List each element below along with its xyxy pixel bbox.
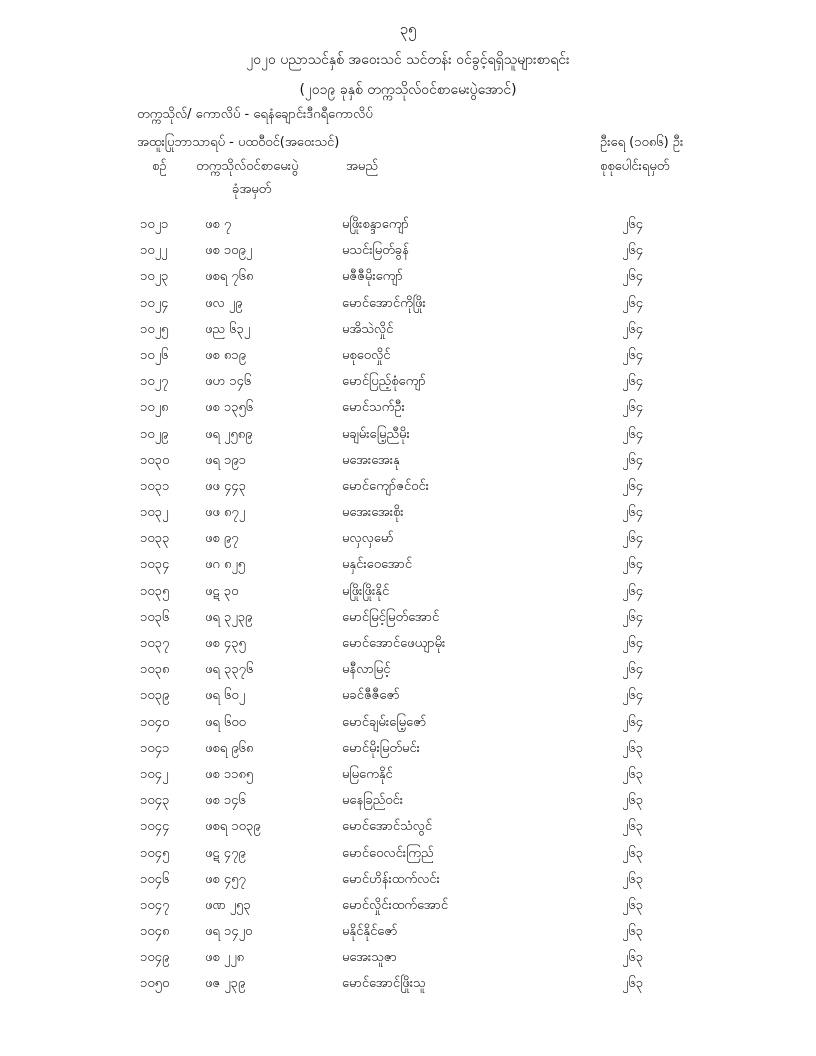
student-name: မောင်ဟိန်းထက်လင်း	[342, 871, 440, 887]
row-number: ၁၀၂၅	[140, 321, 169, 337]
total-score: ၂၆၄	[622, 609, 644, 625]
total-score: ၂၆၄	[622, 374, 644, 390]
roll-number: ဖဋ ၃၀	[205, 583, 239, 599]
table-row	[0, 605, 816, 631]
row-number: ၁၀၃၄	[140, 557, 170, 573]
table-row	[0, 814, 816, 840]
student-name: မအိသဲလှိုင်	[342, 321, 394, 337]
table-row	[0, 919, 816, 945]
table-row	[0, 291, 816, 317]
total-score: ၂၆၄	[622, 636, 644, 651]
student-name: မောင်အောင်ဖြိုးသူ	[342, 976, 426, 992]
table-row	[0, 657, 816, 683]
student-name: မခင်ဇီဇီဇော်	[342, 688, 400, 704]
row-number: ၁၀၄၇	[140, 897, 170, 913]
student-name: မောင်ချမ်းမြေ့ဇော်	[342, 714, 427, 730]
student-name: မောင်ကျော်ဇင်ဝင်း	[342, 478, 429, 494]
row-number: ၁၀၄၆	[140, 871, 170, 887]
table-row	[0, 579, 816, 605]
total-score: ၂၆၃	[622, 740, 644, 756]
student-name: မလှလှမော်	[342, 531, 394, 547]
row-number: ၁၀၂၉	[140, 426, 169, 442]
total-score: ၂၆၄	[622, 557, 644, 573]
total-score: ၂၆၄	[622, 714, 644, 730]
roll-number: ဖစ ၄၅၇	[205, 871, 246, 887]
total-score: ၂၆၄	[622, 269, 644, 285]
student-name: မောင်အောင်ကိုဖြိုး	[342, 295, 426, 311]
total-score: ၂၆၄	[622, 217, 644, 232]
column-header-no: စဉ်	[152, 159, 167, 174]
table-row	[0, 683, 816, 709]
table-row	[0, 893, 816, 919]
roll-number: ဖရ ၆၀၀	[205, 714, 246, 730]
roll-number: ဖရ ၁၉၁	[205, 452, 246, 468]
row-number: ၁၀၂၁	[140, 217, 169, 232]
row-number: ၁၀၃၈	[140, 662, 170, 678]
row-number: ၁၀၂၇	[140, 374, 169, 390]
roll-number: ဖဇ ၂၃၉	[205, 976, 246, 992]
student-name: မနေခြည်ဝင်း	[342, 793, 404, 809]
table-row	[0, 945, 816, 971]
row-number: ၁၀၃၆	[140, 609, 170, 625]
row-number: ၁၀၄၂	[140, 766, 169, 782]
roll-number: ဖစရ ၁၀၃၉	[205, 819, 261, 835]
roll-number: ဖစ ၄၃၅	[205, 636, 246, 651]
table-row	[0, 448, 816, 474]
table-row	[0, 369, 816, 395]
row-number: ၁၀၄၁	[140, 740, 170, 756]
total-score: ၂၆၄	[622, 688, 644, 704]
roll-number: ဖဟ ၁၄၆	[205, 374, 252, 390]
table-row	[0, 762, 816, 788]
total-score: ၂၆၄	[622, 505, 644, 521]
row-number: ၁၀၅၀	[140, 976, 170, 992]
table-row	[0, 343, 816, 369]
roll-number: ဖရ ၆၀၂	[205, 688, 246, 704]
total-score: ၂၆၃	[622, 950, 644, 966]
table-row	[0, 238, 816, 264]
student-name: မအေးအေးစိုး	[342, 505, 404, 521]
total-score: ၂၆၃	[622, 793, 644, 809]
subject-line: အထူးပြုဘာသာရပ် - ပထဝီဝင်(အဝေးသင်)	[137, 135, 340, 150]
row-number: ၁၀၄၄	[140, 819, 170, 835]
row-number: ၁၀၃၅	[140, 583, 170, 599]
column-header-roll: တက္ကသိုလ်ဝင်စာမေးပွဲ	[196, 159, 299, 174]
total-score: ၂၆၄	[622, 295, 644, 311]
roll-number: ဖရ ၃၃၇၆	[205, 662, 254, 678]
table-row	[0, 736, 816, 762]
table-row	[0, 526, 816, 552]
table-row	[0, 317, 816, 343]
roll-number: ဖဂ ၈၂၅	[205, 557, 246, 573]
table-row	[0, 212, 816, 238]
table-row	[0, 422, 816, 448]
student-name: မောင်မြင့်မြတ်အောင်	[342, 609, 440, 625]
row-number: ၁၀၃၇	[140, 636, 170, 651]
roll-number: ဖည ၆၃၂	[205, 321, 251, 337]
student-name: မောင်လှိုင်းထက်အောင်	[342, 897, 449, 913]
table-row	[0, 867, 816, 893]
total-score: ၂၆၃	[622, 924, 644, 940]
student-name: မနှင်းဝေအောင်	[342, 557, 413, 573]
roll-number: ဖစ ၂၂၈	[205, 950, 245, 966]
roll-number: ဖစ ၈၁၉	[205, 347, 246, 363]
student-name: မနိုင်နိုင်ဇော်	[342, 924, 398, 940]
student-name: မောင်အောင်သံလွင်	[342, 819, 433, 835]
results-table	[0, 212, 816, 998]
table-row	[0, 971, 816, 997]
table-row	[0, 474, 816, 500]
table-row	[0, 500, 816, 526]
roll-number: ဖစ ၉၇	[205, 531, 239, 547]
document-title: ၂၀၂၀ ပညာသင်နှစ် အဝေးသင် သင်တန်း ဝင်ခွင့်ရရှိသူများစာရင်း	[246, 52, 570, 68]
total-count: ဦးရေ (၁၀၈၆) ဦး	[600, 135, 684, 150]
total-score: ၂၆၄	[622, 478, 644, 494]
total-score: ၂၆၃	[622, 766, 644, 782]
total-score: ၂၆၄	[622, 583, 644, 599]
row-number: ၁၀၄၀	[140, 714, 170, 730]
column-header-roll-2: ခုံအမှတ်	[232, 182, 272, 197]
total-score: ၂၆၃	[622, 819, 644, 835]
column-header-score: စုစုပေါင်းရမှတ်	[600, 159, 670, 174]
roll-number: ဖဖ ၈၇၂	[205, 505, 246, 521]
table-row	[0, 552, 816, 578]
total-score: ၂၆၄	[622, 321, 644, 337]
student-name: မသင်းမြတ်ခွန်	[342, 243, 409, 259]
roll-number: ဖစ ၁၃၅၆	[205, 400, 254, 416]
table-row	[0, 788, 816, 814]
row-number: ၁၀၄၃	[140, 793, 170, 809]
student-name: မဖြိုးဖြိုးနိုင်	[342, 583, 390, 599]
row-number: ၁၀၃၀	[140, 452, 170, 468]
student-name: မောင်အောင်ဖေယျာမိုး	[342, 636, 446, 651]
table-row	[0, 264, 816, 290]
total-score: ၂၆၃	[622, 897, 644, 913]
total-score: ၂၆၄	[622, 243, 644, 259]
student-name: မအေးအေးနု	[342, 452, 400, 468]
student-name: မောင်ပြည့်စုံကျော်	[342, 374, 426, 390]
student-name: မဇီဇီမိုးကျော်	[342, 269, 403, 285]
total-score: ၂၆၄	[622, 531, 644, 547]
student-name: မမြကေနိုင်	[342, 766, 393, 782]
total-score: ၂၆၄	[622, 662, 644, 678]
total-score: ၂၆၃	[622, 871, 644, 887]
student-name: မဖြိုးစန္ဒာကျော်	[342, 217, 409, 232]
roll-number: ဖရ ၃၂၃၉	[205, 609, 253, 625]
row-number: ၁၀၃၉	[140, 688, 170, 704]
total-score: ၂၆၄	[622, 347, 644, 363]
roll-number: ဖစ ၇	[205, 217, 232, 232]
roll-number: ဖစ ၁၀၉၂	[205, 243, 253, 259]
university-line: တက္ကသိုလ်/ ကောလိပ် - ရေနံချောင်းဒီဂရီကောလိပ်	[137, 107, 373, 122]
table-row	[0, 710, 816, 736]
row-number: ၁၀၂၃	[140, 269, 169, 285]
roll-number: ဖရ ၁၄၂၀	[205, 924, 253, 940]
total-score: ၂၆၄	[622, 452, 644, 468]
table-row	[0, 841, 816, 867]
student-name: မအေးသူဇာ	[342, 950, 397, 966]
total-score: ၂၆၄	[622, 426, 644, 442]
roll-number: ဖရ ၂၅၈၉	[205, 426, 253, 442]
row-number: ၁၀၄၅	[140, 845, 170, 861]
document-subtitle: (၂၀၁၉ ခုနှစ် တက္ကသိုလ်ဝင်စာမေးပွဲအောင်)	[299, 82, 517, 98]
row-number: ၁၀၂၆	[140, 347, 169, 363]
roll-number: ဖဖ ၄၄၃	[205, 478, 246, 494]
table-row	[0, 395, 816, 421]
total-score: ၂၆၃	[622, 976, 644, 992]
row-number: ၁၀၃၂	[140, 505, 169, 521]
roll-number: ဖဋ ၄၇၉	[205, 845, 246, 861]
row-number: ၁၀၃၃	[140, 531, 170, 547]
table-row	[0, 631, 816, 657]
student-name: မချမ်းမြေ့ညီမိုး	[342, 426, 410, 442]
student-name: မနီလာမြင့်	[342, 662, 391, 678]
roll-number: ဖဏ ၂၅၃	[205, 897, 251, 913]
student-name: မောင်ဝေလင်းကြည်	[342, 845, 434, 861]
student-name: မောင်မိုးမြတ်မင်း	[342, 740, 420, 756]
roll-number: ဖစ ၁၄၆	[205, 793, 246, 809]
row-number: ၁၀၂၈	[140, 400, 169, 416]
page-number: ၃၅	[399, 20, 417, 38]
row-number: ၁၀၂၂	[140, 243, 168, 259]
row-number: ၁၀၄၈	[140, 924, 170, 940]
student-name: မစုဝေလှိုင်	[342, 347, 391, 363]
row-number: ၁၀၃၁	[140, 478, 170, 494]
row-number: ၁၀၂၄	[140, 295, 169, 311]
column-header-name: အမည်	[346, 159, 378, 174]
row-number: ၁၀၄၉	[140, 950, 170, 966]
student-name: မောင်သက်ဦး	[342, 400, 405, 416]
roll-number: ဖစ ၁၁၈၅	[205, 766, 254, 782]
roll-number: ဖစရ ၉၆၈	[205, 740, 254, 756]
total-score: ၂၆၃	[622, 845, 644, 861]
total-score: ၂၆၄	[622, 400, 644, 416]
roll-number: ဖစရ ၇၆၈	[205, 269, 254, 285]
roll-number: ဖလ ၂၉	[205, 295, 243, 311]
